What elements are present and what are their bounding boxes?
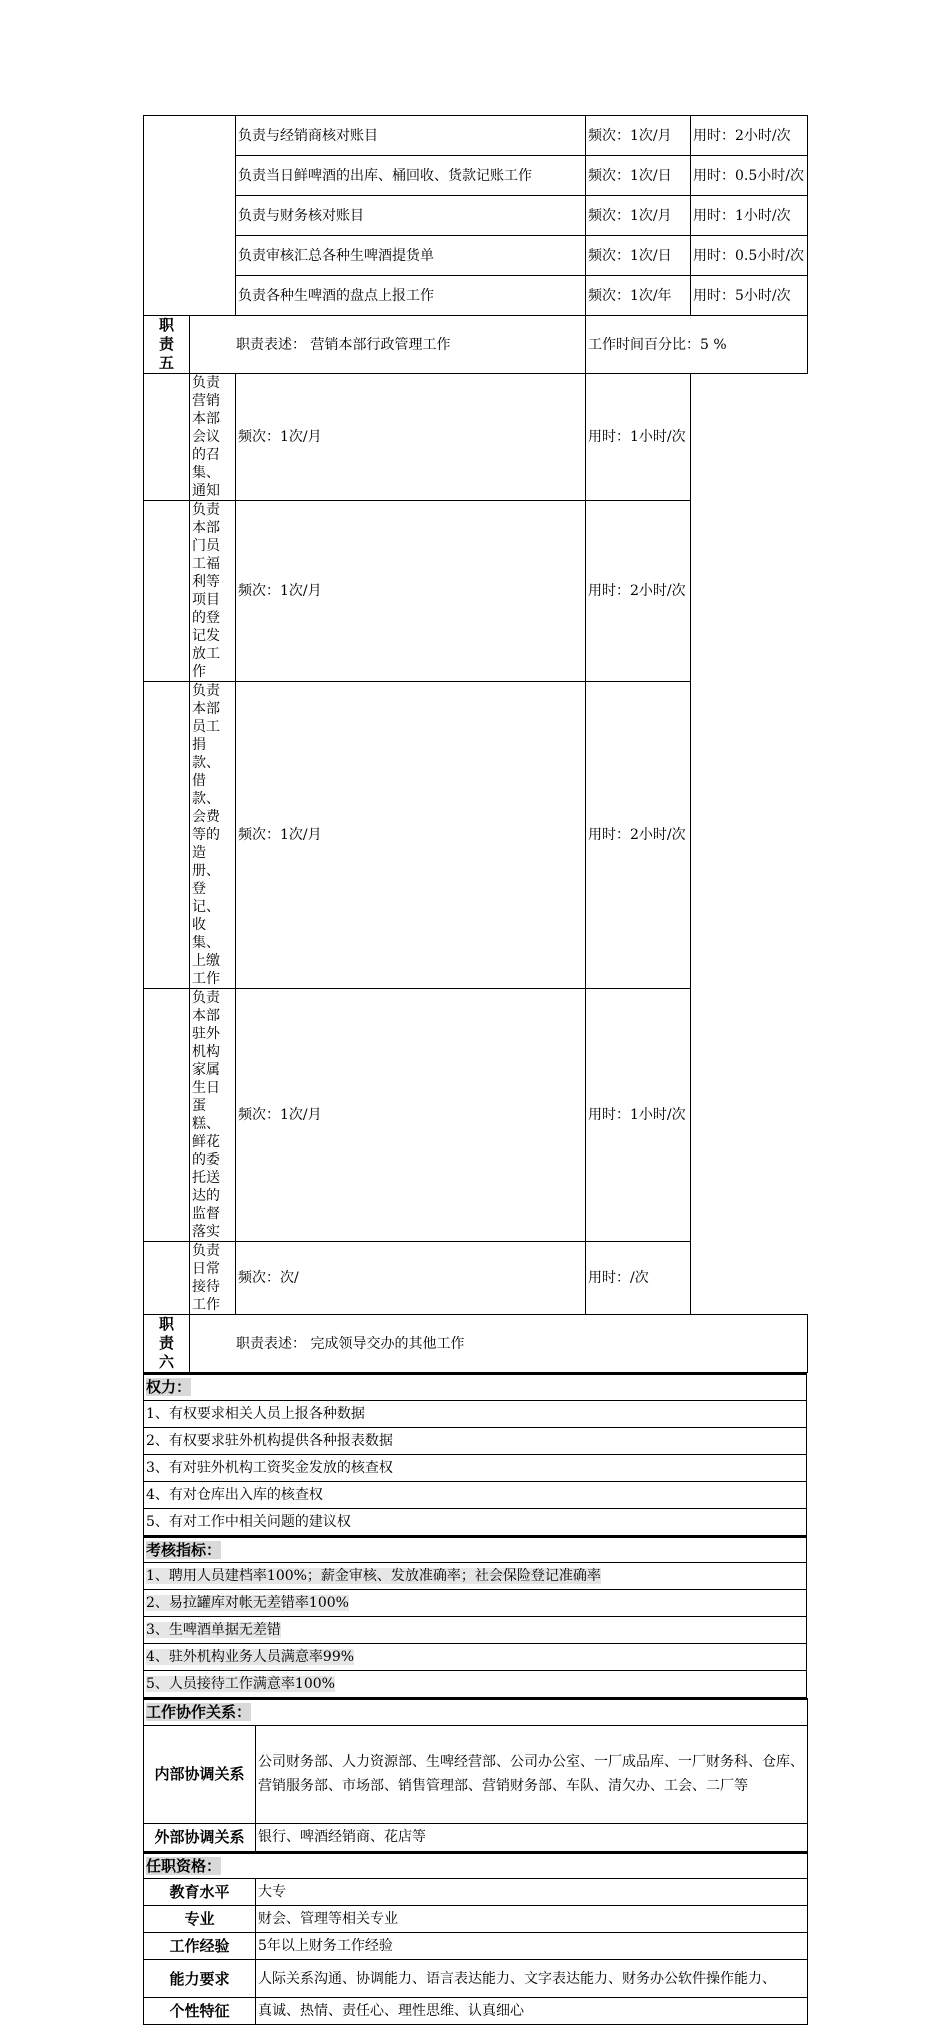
qualification-value: 财会、管理等相关专业 (256, 1906, 808, 1933)
task-frequency: 频次：1次/月 (586, 116, 691, 156)
task-row (144, 196, 808, 236)
task-frequency: 频次：1次/月 (236, 501, 586, 682)
task-time: 用时：0.5小时/次 (691, 236, 808, 276)
task-description: 负责营销本部会议的召集、通知 (190, 374, 236, 501)
task-time: 用时：5小时/次 (691, 276, 808, 316)
duty6-statement: 职责表述： 完成领导交办的其他工作 (190, 1315, 808, 1373)
task-description: 负责各种生啤酒的盘点上报工作 (236, 276, 586, 316)
task-description: 负责审核汇总各种生啤酒提货单 (236, 236, 586, 276)
kpi-item: 4、驻外机构业务人员满意率99% (144, 1644, 807, 1671)
task-time: 用时：2小时/次 (586, 501, 691, 682)
qualification-label: 个性特征 (144, 1998, 256, 2025)
task-time: 用时：1小时/次 (586, 989, 691, 1242)
qualification-title: 任职资格： (144, 1853, 808, 1879)
duty5-percent: 工作时间百分比：5 % (586, 316, 808, 374)
task-frequency: 频次：1次/月 (236, 682, 586, 989)
power-item: 4、有对仓库出入库的核查权 (144, 1481, 807, 1508)
task-time: 用时：1小时/次 (691, 196, 808, 236)
prev-duty-label (144, 116, 236, 316)
task-frequency: 频次：1次/日 (586, 156, 691, 196)
task-frequency: 频次：1次/月 (236, 989, 586, 1242)
duty5-label: 职 责 五 (144, 316, 190, 374)
external-relations-value: 银行、啤酒经销商、花店等 (256, 1823, 808, 1851)
qualification-label: 工作经验 (144, 1933, 256, 1960)
task-time: 用时：2小时/次 (586, 682, 691, 989)
kpi-item: 3、生啤酒单据无差错 (144, 1617, 807, 1644)
task-description: 负责本部门员工福利等项目的登记发放工作 (190, 501, 236, 682)
task-frequency: 频次：1次/日 (586, 236, 691, 276)
task-description: 负责当日鲜啤酒的出库、桶回收、货款记账工作 (236, 156, 586, 196)
power-item: 5、有对工作中相关问题的建议权 (144, 1508, 807, 1535)
task-frequency: 频次：次/ (236, 1242, 586, 1315)
power-item: 3、有对驻外机构工资奖金发放的核查权 (144, 1454, 807, 1481)
qualification-value: 真诚、热情、责任心、理性思维、认真细心 (256, 1998, 808, 2025)
power-item: 1、有权要求相关人员上报各种数据 (144, 1400, 807, 1427)
indent-cell (144, 989, 190, 1242)
task-row (144, 156, 808, 196)
duty5-statement: 职责表述： 营销本部行政管理工作 (190, 316, 586, 374)
task-frequency: 频次：1次/月 (236, 374, 586, 501)
task-row (144, 1242, 808, 1315)
duties-table (143, 115, 808, 1373)
indent-cell (144, 1242, 190, 1315)
relations-table (143, 1698, 808, 1852)
task-description: 负责本部员工捐款、借款、会费等的造册、登记、收集、上缴工作 (190, 682, 236, 989)
task-row (144, 989, 808, 1242)
task-description: 负责本部驻外机构家属生日蛋糕、鲜花的委托送达的监督落实 (190, 989, 236, 1242)
internal-relations-value: 公司财务部、人力资源部、生啤经营部、公司办公室、一厂成品库、一厂财务科、仓库、营销服务部、市场部、销售管理部、营销财务部、车队、清欠办、工会、二厂等 (256, 1725, 808, 1823)
task-description: 负责与经销商核对账目 (236, 116, 586, 156)
indent-cell (144, 501, 190, 682)
duty6-label: 职 责 六 (144, 1315, 190, 1373)
kpi-title: 考核指标： (144, 1537, 807, 1563)
task-row (144, 236, 808, 276)
power-table (143, 1373, 807, 1536)
qualification-value: 人际关系沟通、协调能力、语言表达能力、文字表达能力、财务办公软件操作能力、 (256, 1960, 808, 1998)
qualification-value: 5年以上财务工作经验 (256, 1933, 808, 1960)
indent-cell (144, 682, 190, 989)
task-time: 用时：2小时/次 (691, 116, 808, 156)
task-time: 用时：0.5小时/次 (691, 156, 808, 196)
job-description-page (143, 115, 807, 2025)
qualification-label: 能力要求 (144, 1960, 256, 1998)
relations-title: 工作协作关系： (144, 1699, 808, 1725)
task-time: 用时：/次 (586, 1242, 691, 1315)
task-description: 负责与财务核对账目 (236, 196, 586, 236)
task-frequency: 频次：1次/月 (586, 196, 691, 236)
task-row (144, 116, 808, 156)
qualification-table (143, 1852, 808, 2025)
internal-relations-label: 内部协调关系 (144, 1725, 256, 1823)
task-row (144, 374, 808, 501)
qualification-label: 教育水平 (144, 1879, 256, 1906)
qualification-label: 专业 (144, 1906, 256, 1933)
power-item: 2、有权要求驻外机构提供各种报表数据 (144, 1427, 807, 1454)
task-time: 用时：1小时/次 (586, 374, 691, 501)
task-row (144, 682, 808, 989)
power-title: 权力： (144, 1374, 807, 1400)
task-description: 负责日常接待工作 (190, 1242, 236, 1315)
qualification-value: 大专 (256, 1879, 808, 1906)
indent-cell (144, 374, 190, 501)
external-relations-label: 外部协调关系 (144, 1823, 256, 1851)
task-row (144, 501, 808, 682)
kpi-table (143, 1536, 807, 1699)
kpi-item: 2、易拉罐库对帐无差错率100% (144, 1590, 807, 1617)
task-row (144, 276, 808, 316)
kpi-item: 1、聘用人员建档率100%；薪金审核、发放准确率；社会保险登记准确率 (144, 1563, 807, 1590)
task-frequency: 频次：1次/年 (586, 276, 691, 316)
kpi-item: 5、人员接待工作满意率100% (144, 1671, 807, 1698)
